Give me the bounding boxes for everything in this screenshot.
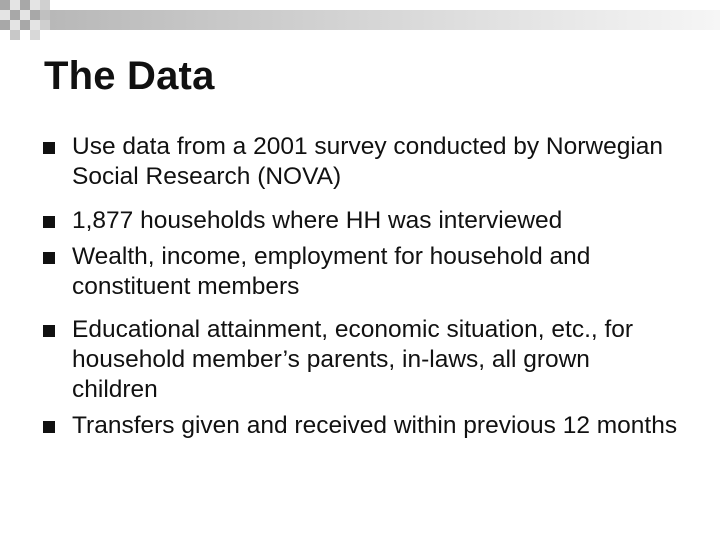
bullet-item xyxy=(0,411,720,471)
slide-title: The Data xyxy=(44,54,215,98)
bullet-text: Educational attainment, economic situation, etc., for household member’s parents, in-laws, all grown children xyxy=(72,316,634,403)
square-bullet-icon xyxy=(43,421,55,433)
bullet-item xyxy=(0,242,720,302)
square-bullet-icon xyxy=(43,142,55,154)
decorative-header-banner xyxy=(0,0,720,40)
bullet-text: Transfers given and received within previous 12 months xyxy=(72,412,678,439)
bullet-list xyxy=(0,132,720,471)
bullet-text: Wealth, income, employment for household and constituent members xyxy=(72,243,591,300)
bullet-text: 1,877 households where HH was interviewed xyxy=(72,207,563,234)
bullet-item xyxy=(0,315,720,405)
bullet-item xyxy=(0,206,720,242)
bullet-item xyxy=(0,132,720,192)
bullet-text: Use data from a 2001 survey conducted by Norwegian Social Research (NOVA) xyxy=(72,133,664,190)
square-bullet-icon xyxy=(43,216,55,228)
banner-gradient-bar xyxy=(50,10,720,30)
square-bullet-icon xyxy=(43,325,55,337)
square-bullet-icon xyxy=(43,252,55,264)
